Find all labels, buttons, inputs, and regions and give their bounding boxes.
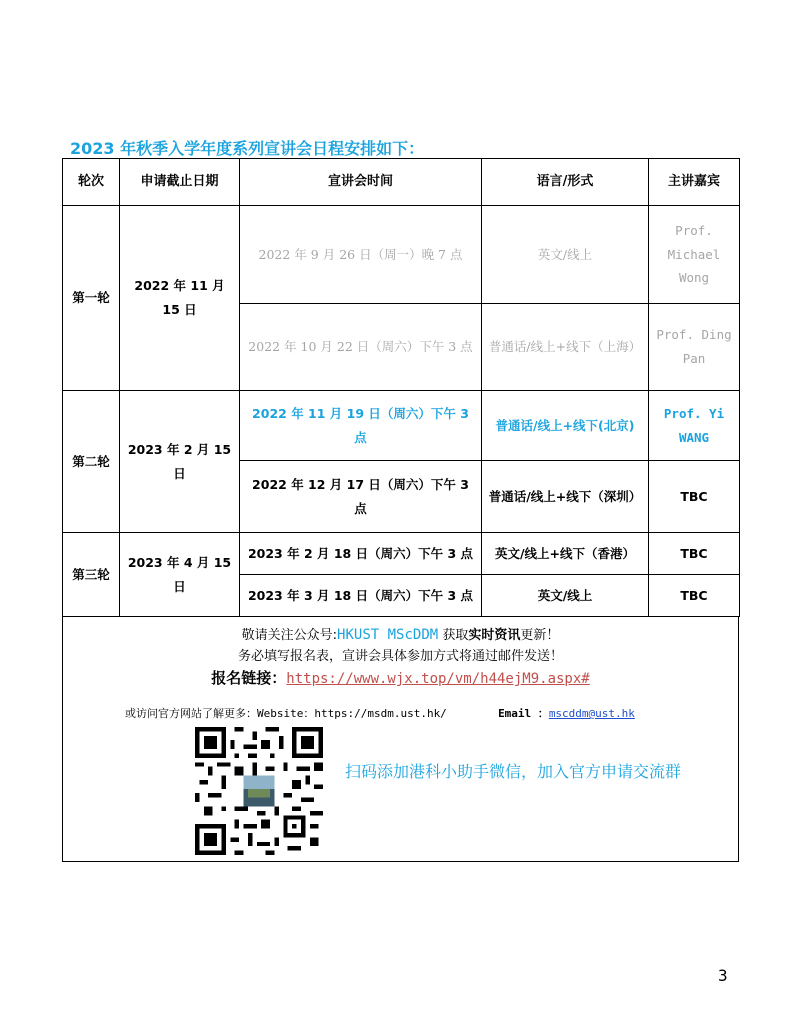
wechat-qr-code — [195, 727, 323, 855]
deadline-cell: 2023 年 4 月 15 日 — [120, 533, 240, 617]
session-speaker: Prof. Ding Pan — [649, 304, 740, 391]
registration-label: 报名链接： — [211, 669, 287, 687]
session-speaker: Prof. Michael Wong — [649, 206, 740, 304]
follow-prefix: 敬请关注公众号: — [241, 628, 338, 643]
session-format: 英文/线上+线下（香港） — [482, 533, 649, 575]
page-number: 3 — [718, 966, 728, 985]
header-speaker: 主讲嘉宾 — [649, 159, 740, 206]
account-name: HKUST MScDDM — [337, 627, 439, 643]
schedule-table — [62, 158, 740, 617]
table-header-row — [63, 159, 740, 206]
header-time: 宣讲会时间 — [240, 159, 482, 206]
registration-line — [63, 667, 738, 688]
table-row — [63, 533, 740, 575]
session-format: 普通话/线上+线下（上海） — [482, 304, 649, 391]
follow-mid: 获取 — [438, 628, 469, 643]
email-link[interactable]: mscddm@ust.hk — [548, 707, 635, 720]
info-box — [62, 617, 739, 862]
session-speaker: TBC — [649, 461, 740, 533]
follow-line — [63, 624, 738, 643]
session-time: 2023 年 2 月 18 日（周六）下午 3 点 — [240, 533, 482, 575]
deadline-cell: 2022 年 11 月 15 日 — [120, 206, 240, 391]
header-deadline: 申请截止日期 — [120, 159, 240, 206]
website-line — [125, 705, 635, 721]
session-format: 普通话/线上+线下(北京) — [482, 391, 649, 461]
session-time: 2022 年 11 月 19 日（周六）下午 3 点 — [240, 391, 482, 461]
session-speaker: Prof. Yi WANG — [649, 391, 740, 461]
session-format: 英文/线上 — [482, 575, 649, 617]
table-row — [63, 206, 740, 304]
page-title: 2023 年秋季入学年度系列宣讲会日程安排如下： — [70, 139, 425, 158]
registration-link[interactable]: https://www.wjx.top/vm/h44ejM9.aspx# — [286, 671, 590, 687]
visit-label: 或访问官方网站了解更多： — [125, 707, 257, 720]
round-cell: 第三轮 — [63, 533, 120, 617]
header-round: 轮次 — [63, 159, 120, 206]
table-row — [63, 391, 740, 461]
session-speaker: TBC — [649, 533, 740, 575]
session-time: 2022 年 10 月 22 日（周六）下午 3 点 — [240, 304, 482, 391]
round-cell: 第二轮 — [63, 391, 120, 533]
scan-instruction: 扫码添加港科小助手微信，加入官方申请交流群 — [345, 762, 682, 781]
round-cell: 第一轮 — [63, 206, 120, 391]
header-format: 语言/形式 — [482, 159, 649, 206]
follow-suffix: 更新！ — [520, 628, 560, 643]
session-format: 英文/线上 — [482, 206, 649, 304]
email-label: Email ： — [498, 707, 549, 720]
session-time: 2023 年 3 月 18 日（周六）下午 3 点 — [240, 575, 482, 617]
follow-bold: 实时资讯 — [468, 628, 521, 643]
deadline-cell: 2023 年 2 月 15 日 — [120, 391, 240, 533]
fill-form-notice: 务必填写报名表，宣讲会具体参加方式将通过邮件发送！ — [237, 649, 563, 664]
session-time: 2022 年 12 月 17 日（周六）下午 3 点 — [240, 461, 482, 533]
session-speaker: TBC — [649, 575, 740, 617]
session-time: 2022 年 9 月 26 日（周一）晚 7 点 — [240, 206, 482, 304]
session-format: 普通话/线上+线下（深圳） — [482, 461, 649, 533]
website-link[interactable]: Website：https://msdm.ust.hk/ — [257, 707, 447, 720]
